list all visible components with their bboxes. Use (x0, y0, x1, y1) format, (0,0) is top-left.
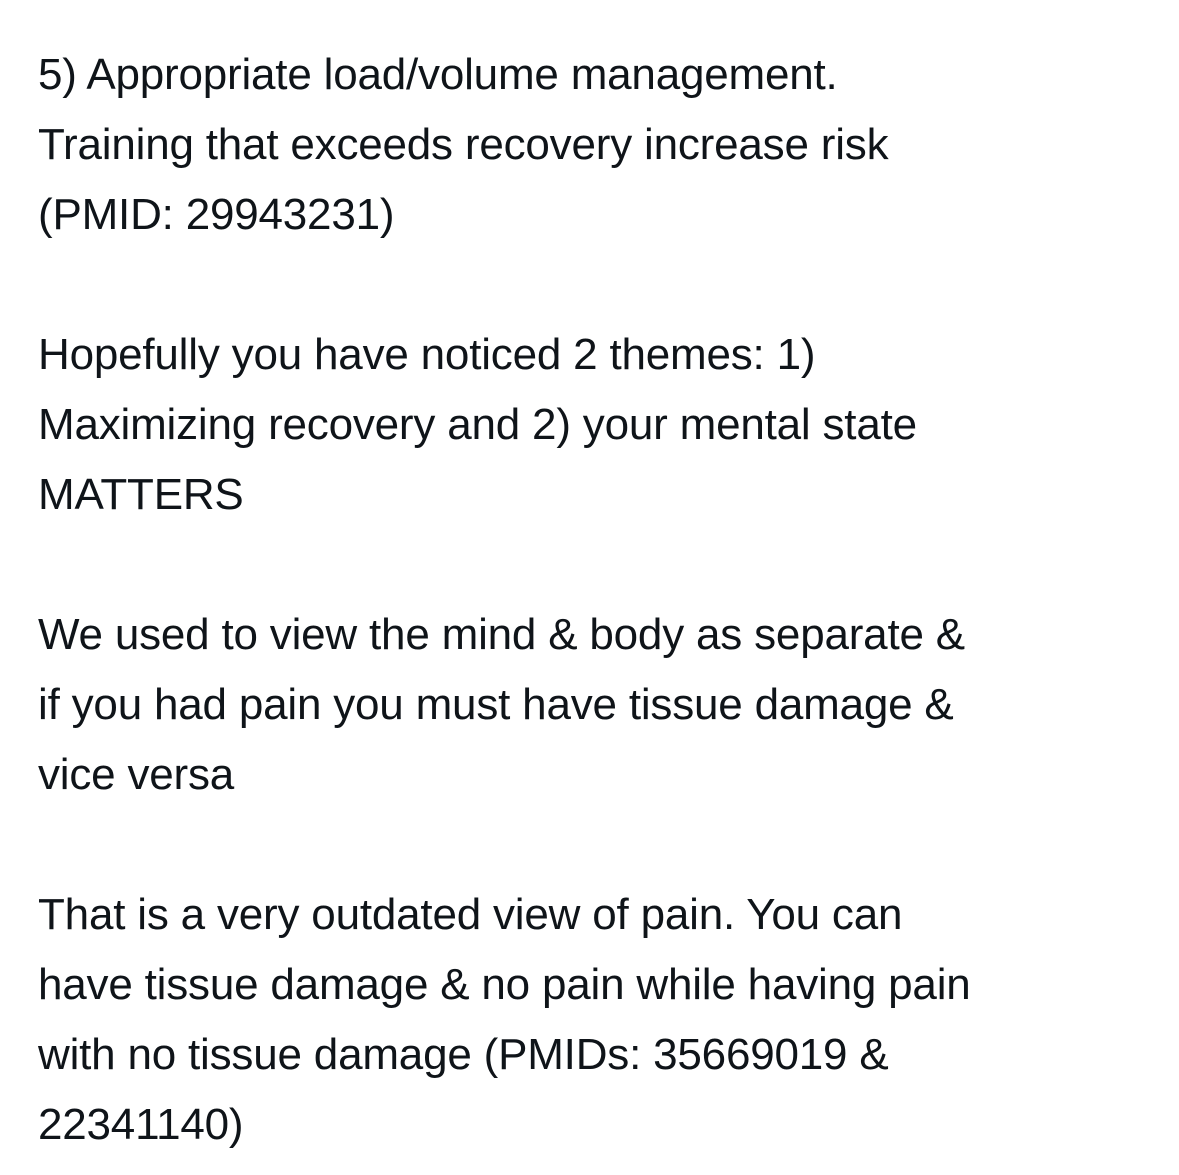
text-line: That is a very outdated view of pain. You can (38, 890, 903, 939)
post-text-body (38, 40, 1158, 1160)
paragraph-load-management (38, 40, 1158, 250)
text-line: 22341140) (38, 1100, 244, 1149)
text-line: Maximizing recovery and 2) your mental state (38, 400, 917, 449)
text-line: (PMID: 29943231) (38, 190, 395, 239)
text-line: have tissue damage & no pain while having pain (38, 960, 971, 1009)
paragraph-themes (38, 320, 1158, 530)
text-line: if you had pain you must have tissue damage & (38, 680, 954, 729)
paragraph-outdated-view (38, 880, 1158, 1160)
text-line: MATTERS (38, 470, 244, 519)
text-line: vice versa (38, 750, 235, 799)
text-line: with no tissue damage (PMIDs: 35669019 & (38, 1030, 889, 1079)
paragraph-mind-body (38, 600, 1158, 810)
text-line: Training that exceeds recovery increase risk (38, 120, 889, 169)
text-line: We used to view the mind & body as separate & (38, 610, 965, 659)
text-line: 5) Appropriate load/volume management. (38, 50, 838, 99)
text-line: Hopefully you have noticed 2 themes: 1) (38, 330, 816, 379)
